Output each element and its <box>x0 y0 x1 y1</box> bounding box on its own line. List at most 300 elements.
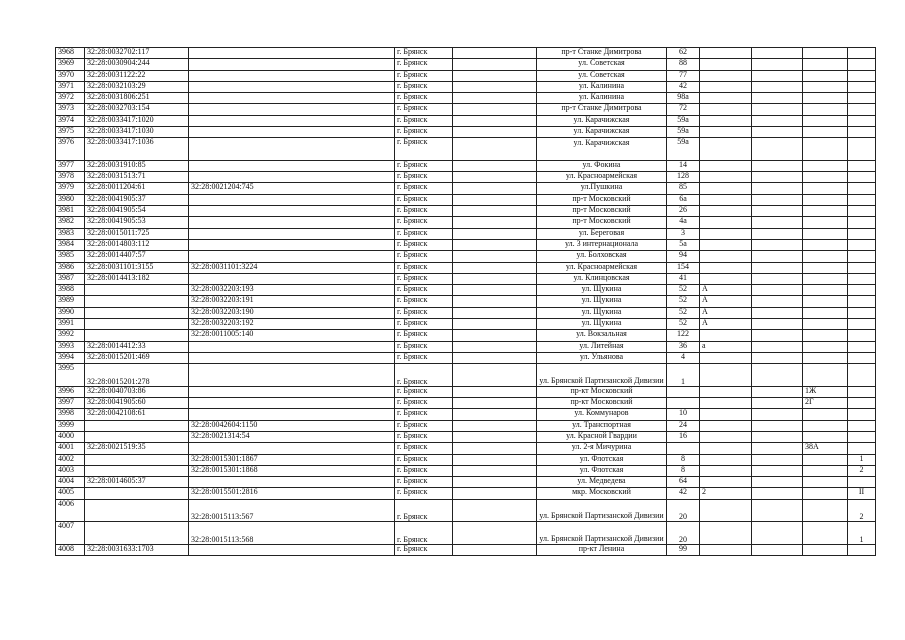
cell-empty <box>453 386 537 397</box>
cell-building <box>752 443 803 454</box>
cell-house-number: 5а <box>667 239 700 250</box>
cell-city: г. Брянск <box>395 420 453 431</box>
cell-unit <box>848 48 876 59</box>
cell-unit <box>848 206 876 217</box>
cell-house-number: 6а <box>667 194 700 205</box>
cell-letter <box>700 443 752 454</box>
cell-letter <box>700 499 752 522</box>
cell-unit <box>848 115 876 126</box>
cell-cadastral-number: 32:28:0041905:37 <box>85 194 189 205</box>
cell-city: г. Брянск <box>395 194 453 205</box>
cell-unit <box>848 228 876 239</box>
cell-structure <box>803 420 848 431</box>
cell-house-number: 85 <box>667 183 700 194</box>
cell-structure <box>803 285 848 296</box>
cell-cadastral-number-building: 32:28:0042604:1150 <box>189 420 395 431</box>
cell-street: ул. Советская <box>537 70 667 81</box>
cell-building <box>752 319 803 330</box>
cell-city: г. Брянск <box>395 319 453 330</box>
cell-cadastral-number-building <box>189 160 395 171</box>
cell-record-number: 3983 <box>56 228 85 239</box>
cell-cadastral-number-building <box>189 138 395 161</box>
cell-city: г. Брянск <box>395 465 453 476</box>
cell-cadastral-number-building: 32:28:0021314:54 <box>189 431 395 442</box>
cell-street: пр-т Московский <box>537 217 667 228</box>
cell-city: г. Брянск <box>395 499 453 522</box>
cell-empty <box>453 228 537 239</box>
cell-street: ул. Красноармейская <box>537 262 667 273</box>
cell-house-number: 72 <box>667 104 700 115</box>
cell-building <box>752 138 803 161</box>
cell-cadastral-number <box>85 499 189 522</box>
cell-street: ул. Калинина <box>537 93 667 104</box>
cell-empty <box>453 465 537 476</box>
cell-house-number: 4 <box>667 352 700 363</box>
cell-building <box>752 273 803 284</box>
cell-letter <box>700 262 752 273</box>
cell-street: ул. Флотская <box>537 454 667 465</box>
cell-city: г. Брянск <box>395 386 453 397</box>
cell-empty <box>453 341 537 352</box>
cell-record-number: 3995 <box>56 364 85 387</box>
cell-record-number: 3975 <box>56 127 85 138</box>
cell-letter <box>700 431 752 442</box>
table-row <box>56 364 876 387</box>
table-row <box>56 239 876 250</box>
cell-unit <box>848 420 876 431</box>
cell-street: ул. 3 интернационала <box>537 239 667 250</box>
cell-unit <box>848 172 876 183</box>
cell-cadastral-number: 32:28:0015201:469 <box>85 352 189 363</box>
cell-cadastral-number-building <box>189 386 395 397</box>
cell-cadastral-number: 32:28:0031633:1703 <box>85 544 189 555</box>
cell-empty <box>453 330 537 341</box>
cell-empty <box>453 522 537 545</box>
cell-record-number: 3997 <box>56 398 85 409</box>
cell-street: ул. Коммунаров <box>537 409 667 420</box>
cell-cadastral-number-building <box>189 217 395 228</box>
cell-structure <box>803 341 848 352</box>
cell-cadastral-number: 32:28:0032103:29 <box>85 81 189 92</box>
cell-unit <box>848 330 876 341</box>
cell-empty <box>453 59 537 70</box>
cell-cadastral-number-building: 32:28:0015301:1867 <box>189 454 395 465</box>
cell-record-number: 3989 <box>56 296 85 307</box>
cell-empty <box>453 296 537 307</box>
cell-empty <box>453 352 537 363</box>
cell-unit <box>848 307 876 318</box>
cell-house-number: 14 <box>667 160 700 171</box>
cell-empty <box>453 499 537 522</box>
cell-cadastral-number: 32:28:0041905:54 <box>85 206 189 217</box>
cell-unit <box>848 285 876 296</box>
cell-building <box>752 307 803 318</box>
table-body <box>56 48 876 556</box>
cell-empty <box>453 217 537 228</box>
cell-street: пр-т Станке Димитрова <box>537 48 667 59</box>
cell-city: г. Брянск <box>395 341 453 352</box>
cell-cadastral-number-building: 32:28:0032203:191 <box>189 296 395 307</box>
cell-city: г. Брянск <box>395 352 453 363</box>
cell-structure <box>803 127 848 138</box>
cell-unit <box>848 70 876 81</box>
cell-building <box>752 488 803 499</box>
cell-street: ул. Брянской Партизанской Дивизии <box>537 522 667 545</box>
cell-house-number: 42 <box>667 81 700 92</box>
cell-cadastral-number: 32:28:0033417:1020 <box>85 115 189 126</box>
table-row <box>56 398 876 409</box>
cell-building <box>752 431 803 442</box>
cell-structure <box>803 228 848 239</box>
cell-record-number: 3972 <box>56 93 85 104</box>
cell-cadastral-number: 32:28:0032703:154 <box>85 104 189 115</box>
cell-cadastral-number: 32:28:0014605:37 <box>85 477 189 488</box>
table-row <box>56 217 876 228</box>
cell-letter <box>700 70 752 81</box>
cell-letter <box>700 544 752 555</box>
table-row <box>56 319 876 330</box>
cell-city: г. Брянск <box>395 217 453 228</box>
cell-record-number: 3987 <box>56 273 85 284</box>
table-row <box>56 409 876 420</box>
cell-city: г. Брянск <box>395 138 453 161</box>
cell-city: г. Брянск <box>395 81 453 92</box>
cell-letter: А <box>700 307 752 318</box>
cell-letter <box>700 251 752 262</box>
table-row <box>56 127 876 138</box>
cell-house-number: 36 <box>667 341 700 352</box>
cell-record-number: 3998 <box>56 409 85 420</box>
cell-unit <box>848 194 876 205</box>
cell-building <box>752 48 803 59</box>
cell-street: ул. Щукина <box>537 319 667 330</box>
cell-street: пр-кт Московский <box>537 398 667 409</box>
cell-cadastral-number <box>85 307 189 318</box>
cell-unit: 1 <box>848 454 876 465</box>
cell-cadastral-number-building <box>189 352 395 363</box>
cell-empty <box>453 239 537 250</box>
cell-letter: А <box>700 296 752 307</box>
cell-building <box>752 228 803 239</box>
cell-letter <box>700 160 752 171</box>
cell-unit <box>848 104 876 115</box>
cell-house-number: 26 <box>667 206 700 217</box>
cell-building <box>752 386 803 397</box>
cell-record-number: 3976 <box>56 138 85 161</box>
cell-unit <box>848 93 876 104</box>
cell-cadastral-number-building <box>189 59 395 70</box>
cell-cadastral-number: 32:28:0033417:1036 <box>85 138 189 161</box>
cell-record-number: 3978 <box>56 172 85 183</box>
table-row <box>56 273 876 284</box>
cell-cadastral-number-building: 32:28:0015501:2816 <box>189 488 395 499</box>
cell-letter <box>700 477 752 488</box>
cell-city: г. Брянск <box>395 488 453 499</box>
cell-structure <box>803 409 848 420</box>
cell-building <box>752 217 803 228</box>
cell-cadastral-number-building <box>189 172 395 183</box>
cell-building <box>752 522 803 545</box>
cell-empty <box>453 454 537 465</box>
cell-city: г. Брянск <box>395 273 453 284</box>
table-row <box>56 59 876 70</box>
table-row <box>56 172 876 183</box>
cell-house-number: 64 <box>667 477 700 488</box>
cell-house-number: 62 <box>667 48 700 59</box>
cell-letter: А <box>700 285 752 296</box>
table-row <box>56 93 876 104</box>
cell-empty <box>453 206 537 217</box>
cell-city: г. Брянск <box>395 93 453 104</box>
cell-cadastral-number: 32:28:0021519:35 <box>85 443 189 454</box>
cell-house-number: 8 <box>667 465 700 476</box>
cell-empty <box>453 70 537 81</box>
cell-record-number: 4003 <box>56 465 85 476</box>
table-row <box>56 296 876 307</box>
table-row <box>56 262 876 273</box>
cell-empty <box>453 431 537 442</box>
cell-structure <box>803 251 848 262</box>
cell-cadastral-number: 32:28:0041905:60 <box>85 398 189 409</box>
cell-cadastral-number-building: 32:28:0032203:192 <box>189 319 395 330</box>
cell-letter: 2 <box>700 488 752 499</box>
cell-cadastral-number-building <box>189 544 395 555</box>
cell-house-number: 20 <box>667 499 700 522</box>
cell-cadastral-number: 32:28:0040703:86 <box>85 386 189 397</box>
cell-letter <box>700 352 752 363</box>
cell-cadastral-number-building <box>189 127 395 138</box>
cell-street: ул. Красной Гвардии <box>537 431 667 442</box>
cell-structure <box>803 319 848 330</box>
cell-unit <box>848 341 876 352</box>
cell-letter <box>700 465 752 476</box>
cell-record-number: 3988 <box>56 285 85 296</box>
table-row <box>56 251 876 262</box>
cell-city: г. Брянск <box>395 262 453 273</box>
cell-letter <box>700 228 752 239</box>
table-row <box>56 330 876 341</box>
cell-structure <box>803 172 848 183</box>
cell-letter <box>700 273 752 284</box>
cell-cadastral-number: 32:28:0041905:53 <box>85 217 189 228</box>
cell-house-number: 128 <box>667 172 700 183</box>
cell-street: пр-кт Ленина <box>537 544 667 555</box>
cell-house-number <box>667 386 700 397</box>
cell-cadastral-number-building <box>189 81 395 92</box>
cell-record-number: 3981 <box>56 206 85 217</box>
cell-building <box>752 262 803 273</box>
cell-street: ул. Щукина <box>537 296 667 307</box>
cell-street: ул. Щукина <box>537 285 667 296</box>
cell-building <box>752 115 803 126</box>
cell-cadastral-number-building <box>189 104 395 115</box>
cell-street: ул. Береговая <box>537 228 667 239</box>
cell-building <box>752 352 803 363</box>
cell-cadastral-number-building <box>189 443 395 454</box>
cell-unit <box>848 183 876 194</box>
cell-structure <box>803 217 848 228</box>
cell-city: г. Брянск <box>395 48 453 59</box>
cell-street: ул. Болховская <box>537 251 667 262</box>
cell-city: г. Брянск <box>395 59 453 70</box>
cell-city: г. Брянск <box>395 364 453 387</box>
cell-street: ул. Брянской Партизанской Дивизии <box>537 364 667 387</box>
cell-record-number: 4006 <box>56 499 85 522</box>
cell-structure <box>803 262 848 273</box>
cell-record-number: 3984 <box>56 239 85 250</box>
cell-house-number: 52 <box>667 296 700 307</box>
cell-structure <box>803 93 848 104</box>
cell-city: г. Брянск <box>395 409 453 420</box>
cell-house-number: 1 <box>667 364 700 387</box>
cell-house-number: 88 <box>667 59 700 70</box>
cell-house-number <box>667 398 700 409</box>
cell-house-number: 154 <box>667 262 700 273</box>
cell-letter <box>700 409 752 420</box>
cell-house-number: 52 <box>667 319 700 330</box>
cell-cadastral-number: 32:28:0014412:33 <box>85 341 189 352</box>
table-row <box>56 307 876 318</box>
cell-building <box>752 296 803 307</box>
cell-city: г. Брянск <box>395 70 453 81</box>
cell-cadastral-number-building <box>189 273 395 284</box>
cell-letter <box>700 59 752 70</box>
cell-house-number: 24 <box>667 420 700 431</box>
cell-street: ул. Брянской Партизанской Дивизии <box>537 499 667 522</box>
cell-cadastral-number <box>85 285 189 296</box>
cell-structure <box>803 364 848 387</box>
cell-letter <box>700 522 752 545</box>
cell-street: ул. Карачижская <box>537 115 667 126</box>
cell-empty <box>453 138 537 161</box>
cell-street: пр-т Станке Димитрова <box>537 104 667 115</box>
cell-cadastral-number: 32:28:0033417:1030 <box>85 127 189 138</box>
cell-building <box>752 398 803 409</box>
cell-cadastral-number-building: 32:28:0015301:1868 <box>189 465 395 476</box>
cell-street: ул. Красноармейская <box>537 172 667 183</box>
cell-unit: II <box>848 488 876 499</box>
cell-building <box>752 172 803 183</box>
cell-cadastral-number-building <box>189 239 395 250</box>
cell-house-number: 52 <box>667 285 700 296</box>
cell-city: г. Брянск <box>395 398 453 409</box>
cell-record-number: 4004 <box>56 477 85 488</box>
table-row <box>56 477 876 488</box>
cell-house-number: 94 <box>667 251 700 262</box>
cell-empty <box>453 477 537 488</box>
cell-record-number: 3970 <box>56 70 85 81</box>
table-row <box>56 115 876 126</box>
cell-cadastral-number-building <box>189 194 395 205</box>
cell-cadastral-number: 32:28:0031513:71 <box>85 172 189 183</box>
cell-street: ул. Щукина <box>537 307 667 318</box>
cell-structure <box>803 239 848 250</box>
cell-cadastral-number-building: 32:28:0032203:190 <box>189 307 395 318</box>
cell-building <box>752 206 803 217</box>
cell-building <box>752 330 803 341</box>
cell-record-number: 3969 <box>56 59 85 70</box>
cell-letter <box>700 420 752 431</box>
cell-structure <box>803 70 848 81</box>
cell-building <box>752 59 803 70</box>
table-row <box>56 488 876 499</box>
cell-building <box>752 285 803 296</box>
cell-empty <box>453 488 537 499</box>
cell-city: г. Брянск <box>395 285 453 296</box>
cell-letter <box>700 183 752 194</box>
cell-structure <box>803 544 848 555</box>
cell-city: г. Брянск <box>395 431 453 442</box>
cell-record-number: 3980 <box>56 194 85 205</box>
cell-cadastral-number: 32:28:0031910:85 <box>85 160 189 171</box>
cell-letter <box>700 239 752 250</box>
cell-cadastral-number <box>85 319 189 330</box>
cell-letter <box>700 194 752 205</box>
cell-building <box>752 341 803 352</box>
cell-cadastral-number-building: 32:28:0011005:140 <box>189 330 395 341</box>
cell-building <box>752 93 803 104</box>
cell-building <box>752 477 803 488</box>
cell-house-number: 41 <box>667 273 700 284</box>
cell-unit <box>848 443 876 454</box>
cell-cadastral-number-building <box>189 228 395 239</box>
cell-record-number: 4002 <box>56 454 85 465</box>
cell-unit <box>848 217 876 228</box>
cell-structure <box>803 81 848 92</box>
cell-unit <box>848 239 876 250</box>
cell-city: г. Брянск <box>395 183 453 194</box>
cell-building <box>752 160 803 171</box>
cell-cadastral-number: 32:28:0015011:725 <box>85 228 189 239</box>
cell-letter <box>700 386 752 397</box>
cell-cadastral-number-building <box>189 364 395 387</box>
cell-structure <box>803 104 848 115</box>
cell-cadastral-number: 32:28:0042108:61 <box>85 409 189 420</box>
cell-record-number: 3979 <box>56 183 85 194</box>
cell-cadastral-number: 32:28:0014803:112 <box>85 239 189 250</box>
cell-house-number: 59а <box>667 138 700 161</box>
cell-record-number: 3994 <box>56 352 85 363</box>
cell-street: ул. Литейная <box>537 341 667 352</box>
cell-building <box>752 364 803 387</box>
cell-street: ул. Фокина <box>537 160 667 171</box>
cell-empty <box>453 251 537 262</box>
cell-structure <box>803 499 848 522</box>
cell-unit <box>848 431 876 442</box>
cell-cadastral-number: 32:28:0031806:251 <box>85 93 189 104</box>
cell-city: г. Брянск <box>395 544 453 555</box>
cell-street: ул. Медведева <box>537 477 667 488</box>
cell-street: ул. Флотская <box>537 465 667 476</box>
cell-house-number: 77 <box>667 70 700 81</box>
cell-city: г. Брянск <box>395 330 453 341</box>
cell-letter <box>700 115 752 126</box>
cell-structure <box>803 194 848 205</box>
cell-empty <box>453 127 537 138</box>
cell-cadastral-number-building <box>189 251 395 262</box>
cell-empty <box>453 183 537 194</box>
cell-house-number: 59а <box>667 115 700 126</box>
cell-house-number: 122 <box>667 330 700 341</box>
cell-record-number: 4008 <box>56 544 85 555</box>
cell-letter: А <box>700 319 752 330</box>
cell-cadastral-number <box>85 330 189 341</box>
table-row <box>56 443 876 454</box>
cell-building <box>752 70 803 81</box>
cell-empty <box>453 81 537 92</box>
cell-unit <box>848 398 876 409</box>
cell-cadastral-number-building <box>189 477 395 488</box>
